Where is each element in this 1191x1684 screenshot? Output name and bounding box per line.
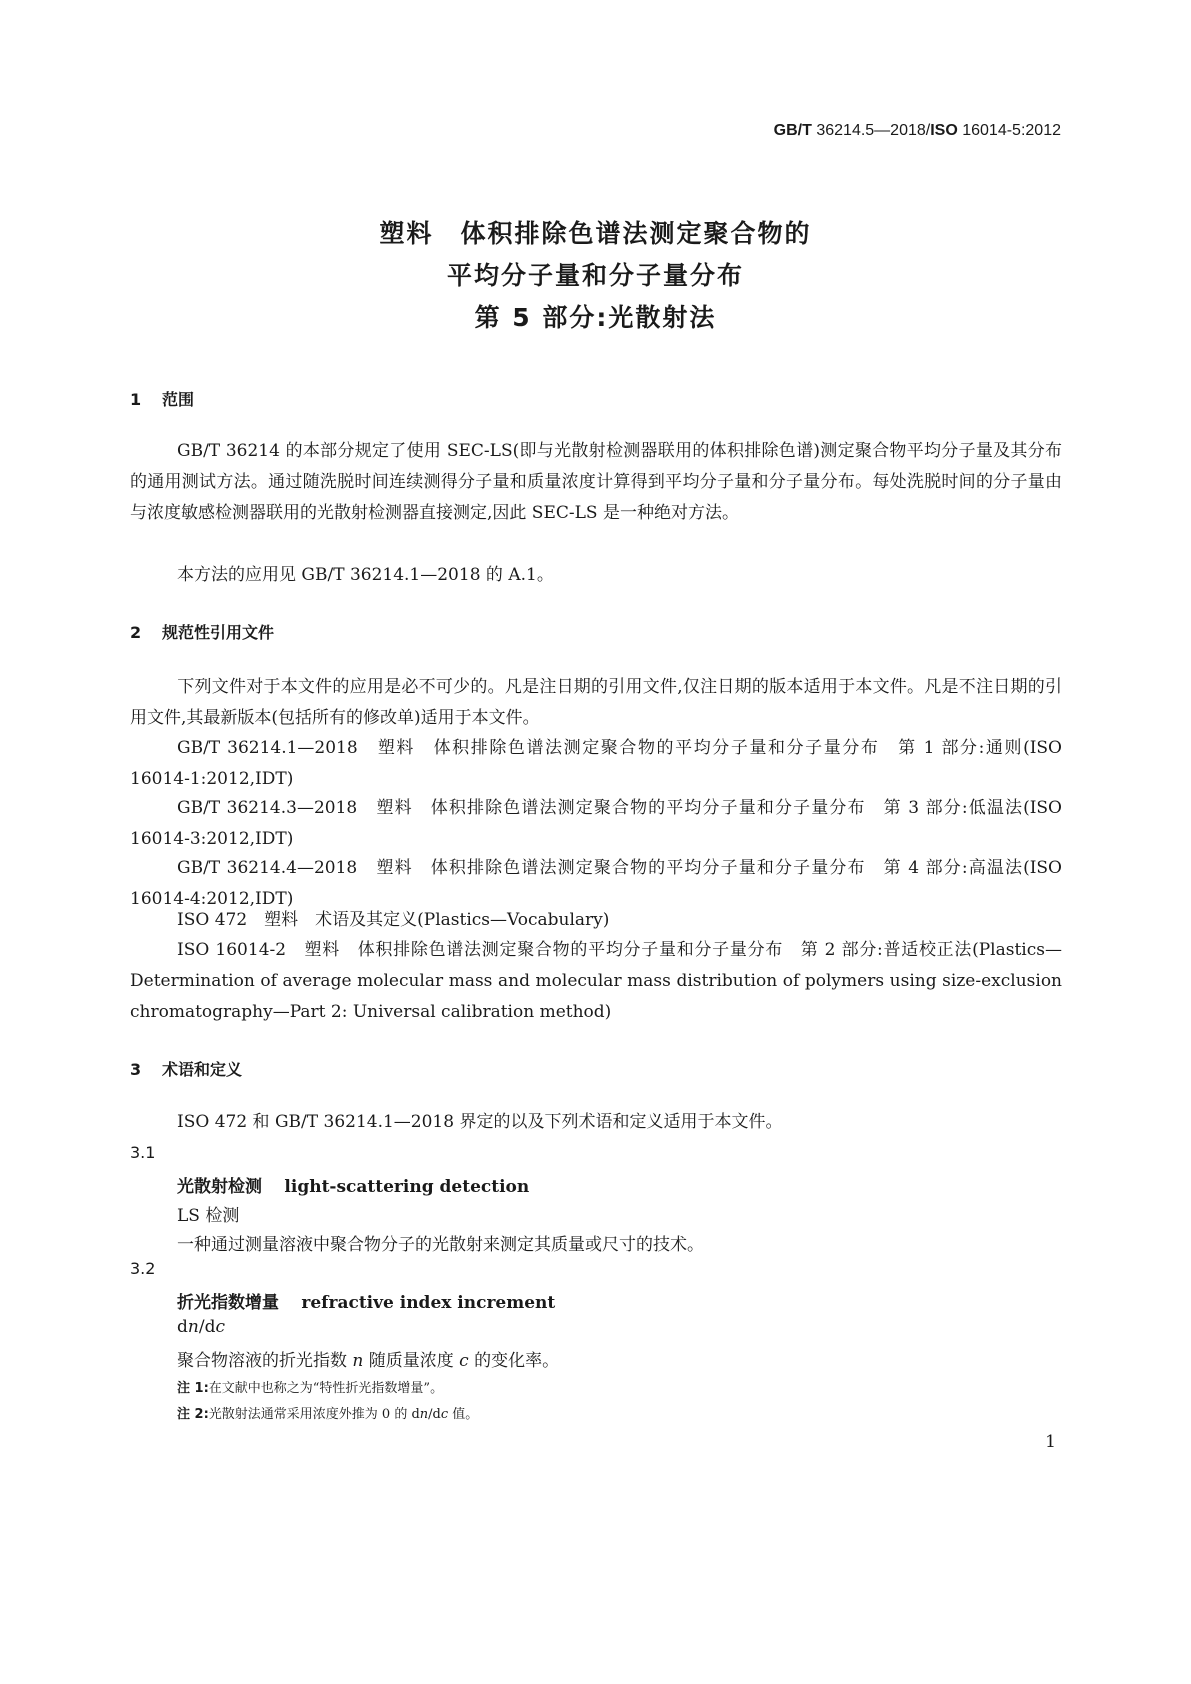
term-3-2-definition: 聚合物溶液的折光指数 n 随质量浓度 c 的变化率。 — [177, 1351, 560, 1371]
normative-ref-5: ISO 16014-2 塑料 体积排除色谱法测定聚合物的平均分子量和分子量分布 第 2 部分:普适校正法(Plastics—Determination of average molecular mass and molecular mass distribution of polymers using size-exclusion chromatography—Part 2: Universal calibration method) — [130, 940, 1062, 1022]
term-3-1-definition: 一种通过测量溶液中聚合物分子的光散射来测定其质量或尺寸的技术。 — [177, 1235, 704, 1255]
normative-ref-3: GB/T 36214.4—2018 塑料 体积排除色谱法测定聚合物的平均分子量和分子量分布 第 4 部分:高温法(ISO 16014-4:2012,IDT) — [130, 858, 1062, 909]
term-3-1-title: 光散射检测 light-scattering detection — [177, 1177, 530, 1197]
term-3-1-abbr: LS 检测 — [177, 1206, 240, 1226]
section-2-heading: 2 规范性引用文件 — [130, 623, 275, 642]
section-3-intro: ISO 472 和 GB/T 36214.1—2018 界定的以及下列术语和定义适用于本文件。 — [177, 1112, 783, 1132]
term-3-1-number: 3.1 — [130, 1143, 156, 1162]
section-1-para-1: GB/T 36214 的本部分规定了使用 SEC-LS(即与光散射检测器联用的体积排除色谱)测定聚合物平均分子量及其分布的通用测试方法。通过随洗脱时间连续测得分子量和质量浓度计算得到平均分子量和分子量分布。每处洗脱时间的分子量由与浓度敏感检测器联用的光散射检测器直接测定,因此 SEC-LS 是一种绝对方法。 — [130, 441, 1062, 523]
normative-ref-1: GB/T 36214.1—2018 塑料 体积排除色谱法测定聚合物的平均分子量和分子量分布 第 1 部分:通则(ISO 16014-1:2012,IDT) — [130, 738, 1062, 789]
title-line-2: 平均分子量和分子量分布 — [446, 261, 744, 290]
normative-ref-4: ISO 472 塑料 术语及其定义(Plastics—Vocabulary) — [177, 910, 610, 930]
term-3-2-title: 折光指数增量 refractive index increment — [177, 1293, 556, 1313]
section-2-para-1: 下列文件对于本文件的应用是必不可少的。凡是注日期的引用文件,仅注日期的版本适用于本文件。凡是不注日期的引用文件,其最新版本(包括所有的修改单)适用于本文件。 — [130, 677, 1062, 728]
page-number: 1 — [1045, 1432, 1056, 1452]
term-3-2-symbol: dn/dc — [177, 1317, 225, 1337]
term-3-2-number: 3.2 — [130, 1259, 156, 1278]
normative-ref-2: GB/T 36214.3—2018 塑料 体积排除色谱法测定聚合物的平均分子量和分子量分布 第 3 部分:低温法(ISO 16014-3:2012,IDT) — [130, 798, 1062, 849]
title-line-1: 塑料 体积排除色谱法测定聚合物的 — [379, 219, 812, 248]
term-3-2-note-1: 注 1:在文献中也称之为“特性折光指数增量”。 — [177, 1381, 444, 1396]
section-3-heading: 3 术语和定义 — [130, 1060, 243, 1079]
section-1-heading: 1 范围 — [130, 390, 195, 409]
section-1-para-2: 本方法的应用见 GB/T 36214.1—2018 的 A.1。 — [177, 565, 554, 585]
title-line-3: 第 5 部分:光散射法 — [474, 303, 717, 332]
document-header: GB/T 36214.5—2018/ISO 16014-5:2012 — [773, 122, 1061, 139]
term-3-2-note-2: 注 2:光散射法通常采用浓度外推为 0 的 dn/dc 值。 — [177, 1407, 479, 1422]
